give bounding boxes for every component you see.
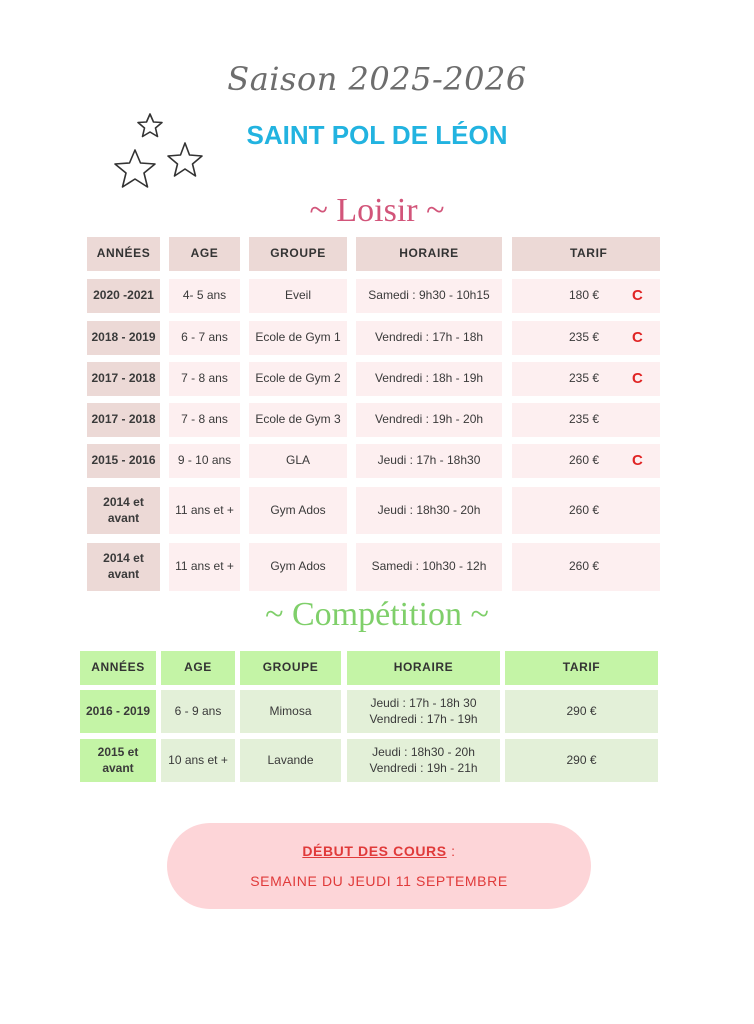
table-row-age: 6 - 9 ans [161,690,235,733]
table-row-age: 9 - 10 ans [169,444,240,478]
table-row-years: 2014 et avant [87,543,160,591]
table-row-schedule: Vendredi : 19h - 20h [356,403,502,437]
loisir-header-group: GROUPE [249,237,347,271]
loisir-header-price: TARIF [512,237,660,271]
table-row-price: 260 € [569,453,600,468]
table-row-price: 235 € [569,412,600,427]
season-title: Saison 2025-2026 [227,60,527,98]
loisir-header-schedule: HORAIRE [356,237,502,271]
city-title: SAINT POL DE LÉON [246,120,508,150]
table-row-group: GLA [249,444,347,478]
table-row-years: 2017 - 2018 [87,403,160,437]
table-row-price-cell [512,279,660,313]
competition-header-schedule: HORAIRE [347,651,500,685]
table-row-group: Gym Ados [249,487,347,534]
table-row-price: 260 € [569,559,600,574]
table-row-years: 2020 -2021 [87,279,160,313]
star-icon [115,150,155,187]
table-row-age: 10 ans et + [161,739,235,782]
table-row-price-cell [512,321,660,355]
table-row-price: 235 € [569,371,600,386]
table-row-schedule: Samedi : 9h30 - 10h15 [356,279,502,313]
table-row-years: 2015 - 2016 [87,444,160,478]
table-row-age: 11 ans et + [169,487,240,534]
table-row-price-cell [512,362,660,396]
table-row-price: 180 € [569,288,600,303]
table-row-years: 2018 - 2019 [87,321,160,355]
table-row-years: 2014 et avant [87,487,160,534]
table-row-schedule: Vendredi : 17h - 18h [356,321,502,355]
table-row-schedule: Samedi : 10h30 - 12h [356,543,502,591]
table-row-age: 7 - 8 ans [169,362,240,396]
table-row-age: 7 - 8 ans [169,403,240,437]
competition-header-group: GROUPE [240,651,341,685]
table-row-mark: C [632,329,643,347]
table-row-mark: C [632,452,643,470]
competition-header-age: AGE [161,651,235,685]
table-row-price: 290 € [505,690,658,733]
competition-header-years: ANNÉES [80,651,156,685]
table-row-price-cell [512,403,660,437]
table-row-price-cell [512,543,660,591]
course-start-colon: : [446,843,456,859]
table-row-group: Lavande [240,739,341,782]
table-row-age: 4- 5 ans [169,279,240,313]
table-row-group: Mimosa [240,690,341,733]
table-row-years: 2017 - 2018 [87,362,160,396]
course-start-date: SEMAINE DU JEUDI 11 SEPTEMBRE [250,873,508,889]
table-row-price: 235 € [569,330,600,345]
table-row-schedule [347,690,500,733]
loisir-title: ~ Loisir ~ [309,192,445,229]
loisir-header-age: AGE [169,237,240,271]
table-row-price: 290 € [505,739,658,782]
table-row-group: Ecole de Gym 1 [249,321,347,355]
table-row-schedule: Vendredi : 18h - 19h [356,362,502,396]
course-start-banner [167,823,591,909]
table-row-group: Ecole de Gym 2 [249,362,347,396]
table-row-age: 6 - 7 ans [169,321,240,355]
course-start-label: DÉBUT DES COURS [302,843,447,859]
competition-header-price: TARIF [505,651,658,685]
loisir-header-years: ANNÉES [87,237,160,271]
course-start-heading [302,843,455,859]
table-row-schedule: Jeudi : 17h - 18h30 [356,444,502,478]
table-row-years: 2015 et avant [80,739,156,782]
table-row-price: 260 € [569,502,600,517]
table-row-price-cell [512,444,660,478]
table-row-mark: C [632,287,643,305]
table-row-group: Eveil [249,279,347,313]
table-row-age: 11 ans et + [169,543,240,591]
schedule-line: Jeudi : 18h30 - 20h [372,744,475,759]
schedule-line: Jeudi : 17h - 18h 30 [370,695,477,710]
table-row-price-cell [512,487,660,534]
table-row-group: Ecole de Gym 3 [249,403,347,437]
table-row-schedule [347,739,500,782]
schedule-line: Vendredi : 17h - 19h [369,711,478,726]
schedule-line: Vendredi : 19h - 21h [369,760,478,775]
table-row-schedule: Jeudi : 18h30 - 20h [356,487,502,534]
table-row-years: 2016 - 2019 [80,690,156,733]
competition-title: ~ Compétition ~ [265,596,489,633]
table-row-mark: C [632,370,643,388]
table-row-group: Gym Ados [249,543,347,591]
